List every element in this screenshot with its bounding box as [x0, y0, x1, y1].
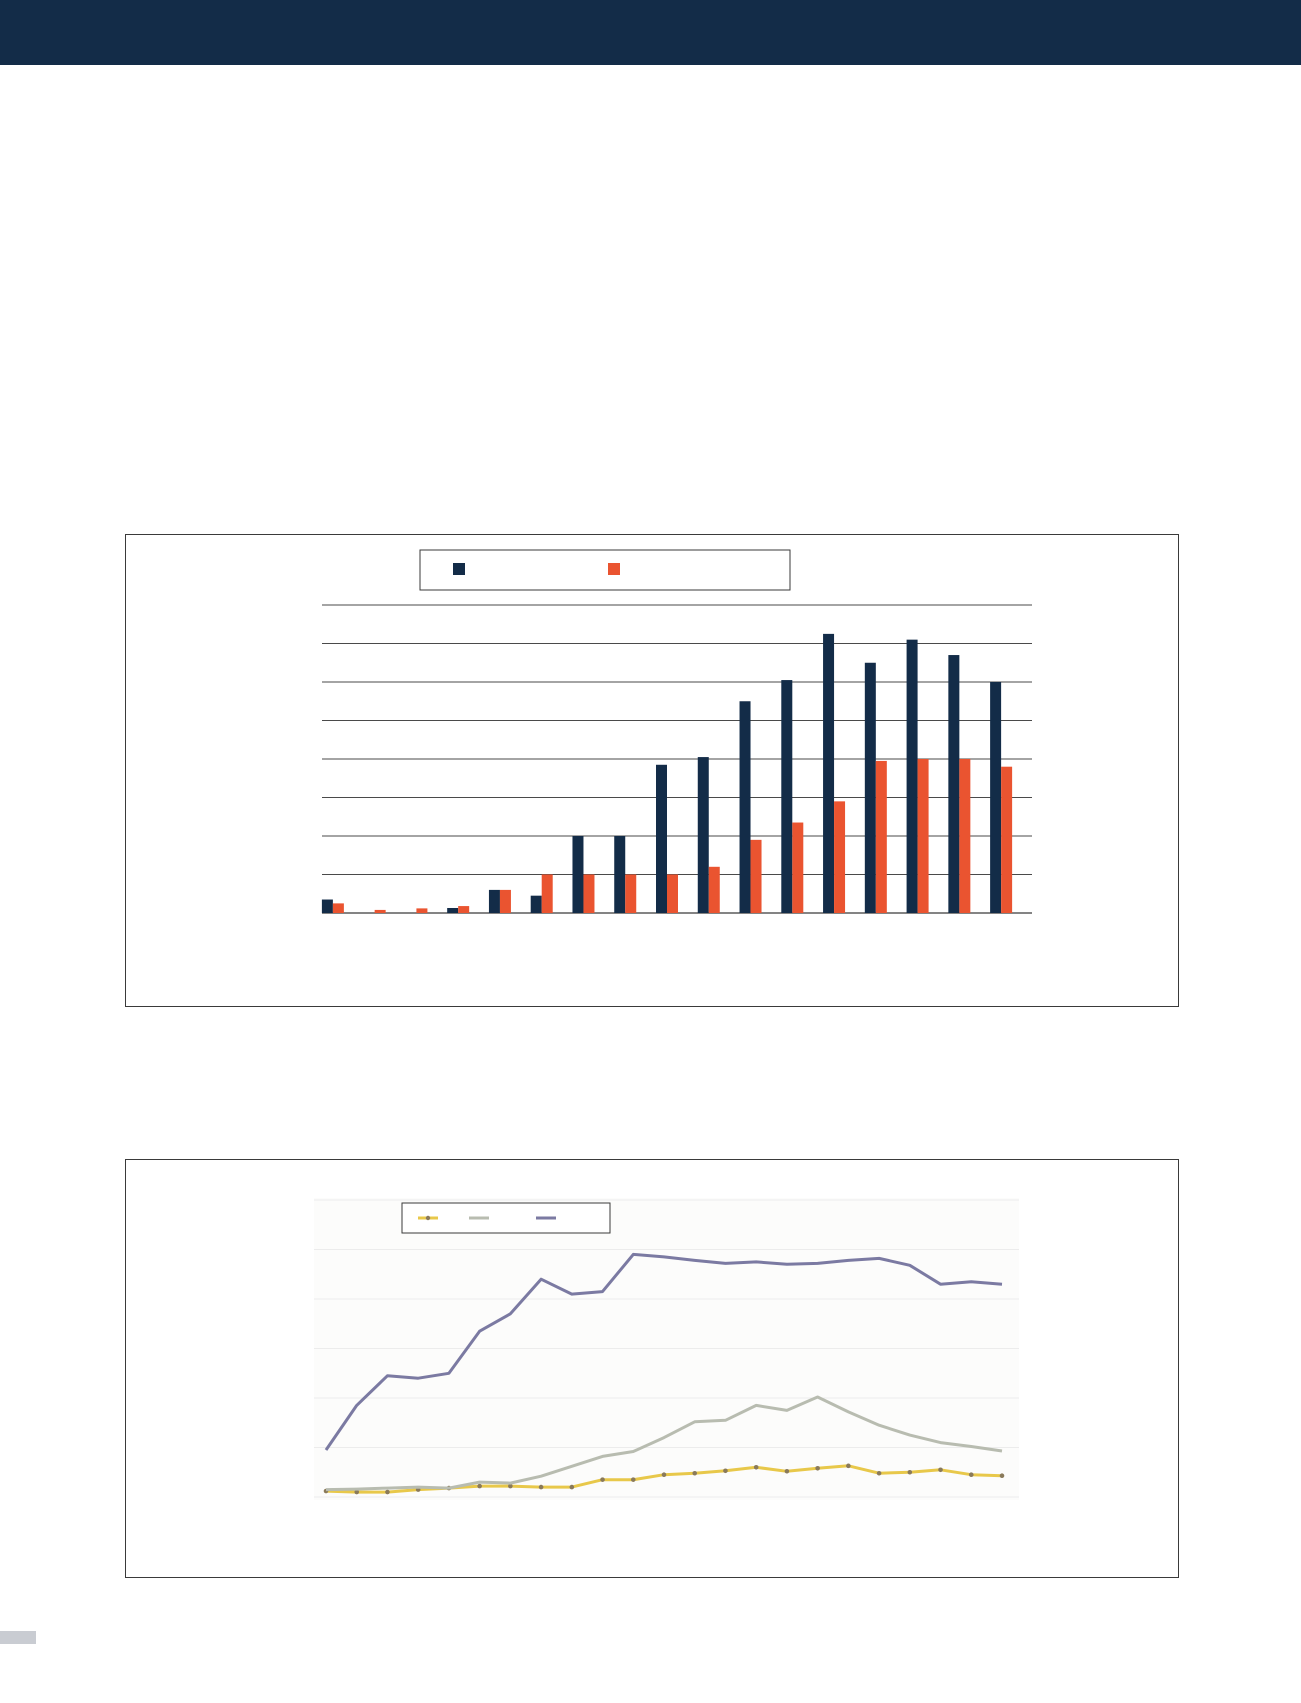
bar-series-a [990, 682, 1001, 913]
bar-series-a [823, 634, 834, 913]
bar-series-a [698, 757, 709, 913]
bar-series-b [751, 840, 762, 913]
bar-series-a [531, 896, 542, 913]
line-point [570, 1485, 575, 1490]
bar-chart-bars [322, 634, 1012, 913]
bar-series-b [959, 759, 970, 913]
line-chart-legend [402, 1203, 610, 1233]
line-point [477, 1484, 482, 1489]
bar-series-b [500, 890, 511, 913]
bar-series-a [740, 701, 751, 913]
line-point [539, 1485, 544, 1490]
bar-series-b [667, 875, 678, 914]
header-band [0, 0, 1301, 65]
legend-swatch-series-b [608, 563, 620, 575]
line-point [938, 1467, 943, 1472]
line-point [1000, 1473, 1005, 1478]
line-point [785, 1469, 790, 1474]
page-number-tab [0, 1631, 36, 1644]
line-point [908, 1470, 913, 1475]
bar-series-b [1001, 767, 1012, 913]
bar-chart-legend [420, 550, 790, 590]
bar-series-b [625, 875, 636, 914]
bar-series-b [416, 908, 427, 913]
bar-series-b [709, 867, 720, 913]
line-point [631, 1477, 636, 1482]
line-point [385, 1490, 390, 1495]
bar-series-a [614, 836, 625, 913]
bar-series-b [458, 906, 469, 913]
line-point [662, 1472, 667, 1477]
legend-swatch-series-a [453, 563, 465, 575]
legend-marker-yellow [426, 1216, 430, 1220]
bar-series-a [948, 655, 959, 913]
line-point [877, 1471, 882, 1476]
bar-series-b [375, 910, 386, 913]
bar-series-b [876, 761, 887, 913]
line-point [969, 1472, 974, 1477]
line-point [692, 1471, 697, 1476]
bar-chart [126, 535, 1180, 1008]
line-chart [126, 1160, 1180, 1579]
bar-series-b [792, 823, 803, 913]
bar-series-a [322, 900, 333, 913]
legend-frame [420, 550, 790, 590]
line-chart-figure [125, 1159, 1179, 1578]
line-point [723, 1468, 728, 1473]
line-point [815, 1466, 820, 1471]
bar-chart-figure [125, 534, 1179, 1007]
bar-series-b [542, 875, 553, 914]
line-point [600, 1477, 605, 1482]
bar-series-a [447, 908, 458, 913]
bar-series-b [583, 875, 594, 914]
bar-series-a [572, 836, 583, 913]
bar-series-a [907, 640, 918, 913]
line-point [846, 1464, 851, 1469]
line-point [754, 1465, 759, 1470]
bar-series-a [656, 765, 667, 913]
bar-series-b [834, 801, 845, 913]
bar-series-b [333, 903, 344, 913]
bar-series-a [489, 890, 500, 913]
bar-series-a [865, 663, 876, 913]
bar-series-a [781, 680, 792, 913]
bar-series-b [918, 759, 929, 913]
